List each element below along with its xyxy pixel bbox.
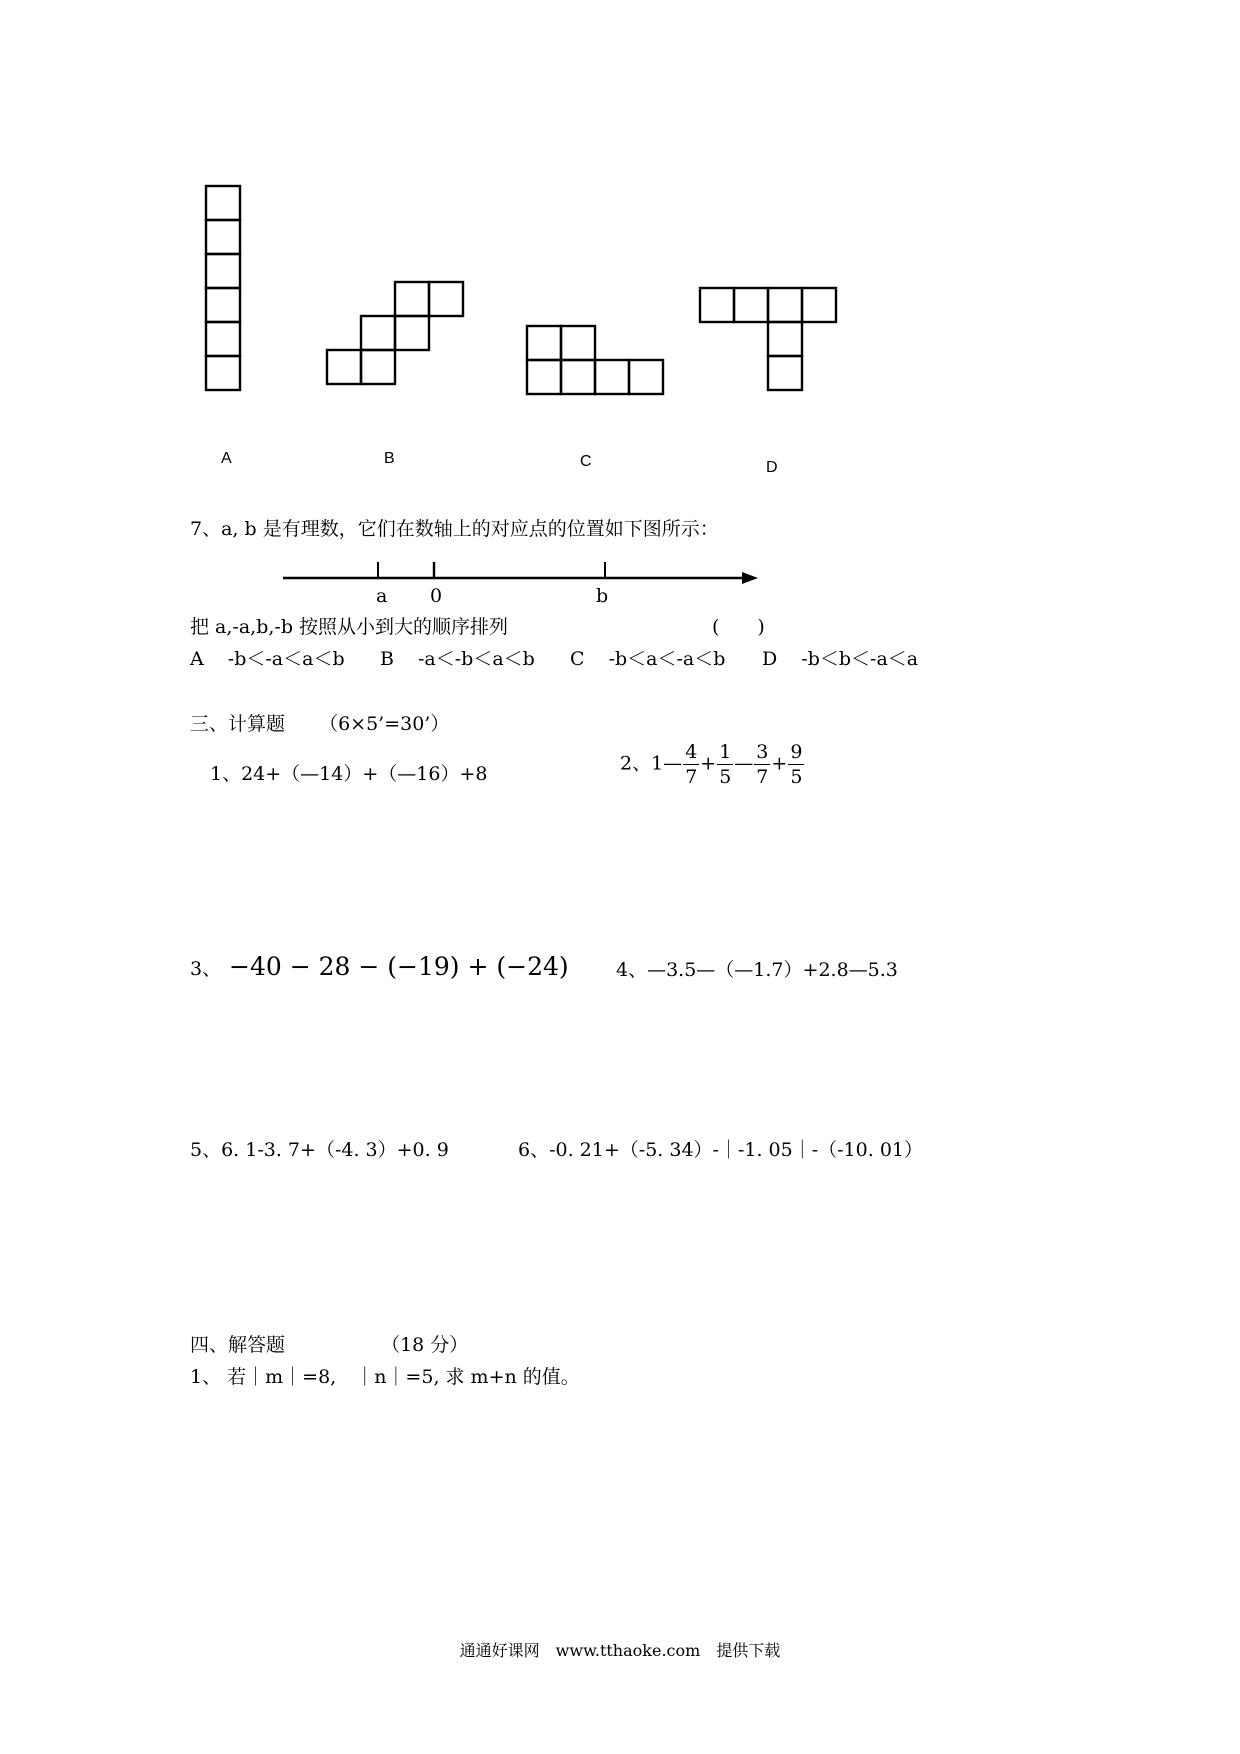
q7-option-b <box>380 647 535 671</box>
figure-d-squares <box>700 288 836 390</box>
p2-prefix: 2、1— <box>620 752 683 775</box>
section4-title: 四、解答题 <box>190 1334 286 1356</box>
figure-d-square <box>768 356 802 390</box>
section4-heading <box>190 1333 468 1357</box>
q7-option-c <box>570 647 725 671</box>
q7-answer-bracket: ( ) <box>712 616 765 638</box>
axis-label-b: b <box>596 585 609 607</box>
fraction-denominator: 5 <box>719 766 732 788</box>
figure-c-square <box>561 326 595 360</box>
fraction-numerator: 4 <box>685 741 698 763</box>
figure-d-square <box>734 288 768 322</box>
q7-instruction: 把 a,-a,b,-b 按照从小到大的顺序排列 <box>190 616 509 638</box>
section3-heading <box>190 712 449 736</box>
figure-c-square <box>629 360 663 394</box>
calc-problem-2 <box>620 740 805 789</box>
operator: + <box>771 752 788 775</box>
figure-b-square <box>429 282 463 316</box>
page-footer: 通通好课网 www.tthaoke.com 提供下载 <box>459 1641 781 1660</box>
option-letter: C <box>570 648 585 670</box>
axis-label-zero: 0 <box>430 585 443 607</box>
figure-b-square <box>361 350 395 384</box>
calc-problem-5: 5、6. 1-3. 7+（-4. 3）+0. 9 <box>190 1139 449 1161</box>
figure-label-b: B <box>384 450 395 467</box>
figure-b-square <box>395 316 429 350</box>
figure-d-square <box>768 322 802 356</box>
figure-d-square <box>700 288 734 322</box>
section3-score: （6×5’=30’） <box>319 713 450 735</box>
fraction-denominator: 7 <box>685 766 698 788</box>
option-letter: B <box>380 648 394 670</box>
figure-c-square <box>595 360 629 394</box>
figure-label-a: A <box>221 450 232 467</box>
fraction-numerator: 1 <box>719 741 732 763</box>
number-line <box>283 562 758 584</box>
option-letter: D <box>762 648 778 670</box>
section4-question-1: 1、 若｜m｜=8, ｜n｜=5, 求 m+n 的值。 <box>190 1366 580 1388</box>
figure-a-square <box>206 220 240 254</box>
q7-option-d <box>762 647 918 671</box>
figure-a-square <box>206 186 240 220</box>
axis-label-a: a <box>376 585 388 607</box>
fraction-denominator: 7 <box>756 766 769 788</box>
operator: — <box>734 752 754 775</box>
fraction <box>683 740 699 789</box>
option-text: -b＜-a＜a＜b <box>227 648 345 670</box>
figure-c-square <box>527 360 561 394</box>
fraction <box>788 740 804 789</box>
calc-problem-4: 4、—3.5—（—1.7）+2.8—5.3 <box>616 959 898 981</box>
figure-c-squares <box>527 326 663 394</box>
figure-a-square <box>206 254 240 288</box>
q7-stem: 7、a, b 是有理数，它们在数轴上的对应点的位置如下图所示： <box>190 518 719 540</box>
fraction <box>754 740 770 789</box>
figure-a-squares <box>206 186 240 390</box>
calc-problem-1: 1、24+（—14）+（—16）+8 <box>210 763 488 785</box>
figure-a-square <box>206 356 240 390</box>
number-line-arrow <box>742 572 758 584</box>
option-text: -a＜-b＜a＜b <box>418 648 535 670</box>
fraction-numerator: 9 <box>790 741 803 763</box>
fraction <box>717 740 733 789</box>
figure-b-square <box>361 316 395 350</box>
option-text: -b＜a＜-a＜b <box>608 648 726 670</box>
figure-b-square <box>327 350 361 384</box>
section4-score: （18 分） <box>381 1334 469 1356</box>
figure-a-square <box>206 322 240 356</box>
figure-d-square <box>802 288 836 322</box>
figure-label-c: C <box>580 453 592 470</box>
figure-b-squares <box>327 282 463 384</box>
figure-a-square <box>206 288 240 322</box>
problem-expression: −40 − 28 − (−19) + (−24) <box>229 952 569 981</box>
figure-label-d: D <box>766 459 778 476</box>
option-text: -b＜b＜-a＜a <box>801 648 919 670</box>
option-letter: A <box>190 648 204 670</box>
figure-d-square <box>768 288 802 322</box>
calc-problem-3 <box>190 952 569 984</box>
q7-option-a <box>190 647 345 671</box>
figure-c-square <box>561 360 595 394</box>
calc-problem-6: 6、-0. 21+（-5. 34）-｜-1. 05｜-（-10. 01） <box>518 1139 923 1161</box>
section3-title: 三、计算题 <box>190 713 286 735</box>
fraction-denominator: 5 <box>790 766 803 788</box>
figure-c-square <box>527 326 561 360</box>
problem-number: 3、 <box>190 958 222 980</box>
fraction-numerator: 3 <box>756 741 769 763</box>
operator: + <box>700 752 717 775</box>
figure-b-square <box>395 282 429 316</box>
